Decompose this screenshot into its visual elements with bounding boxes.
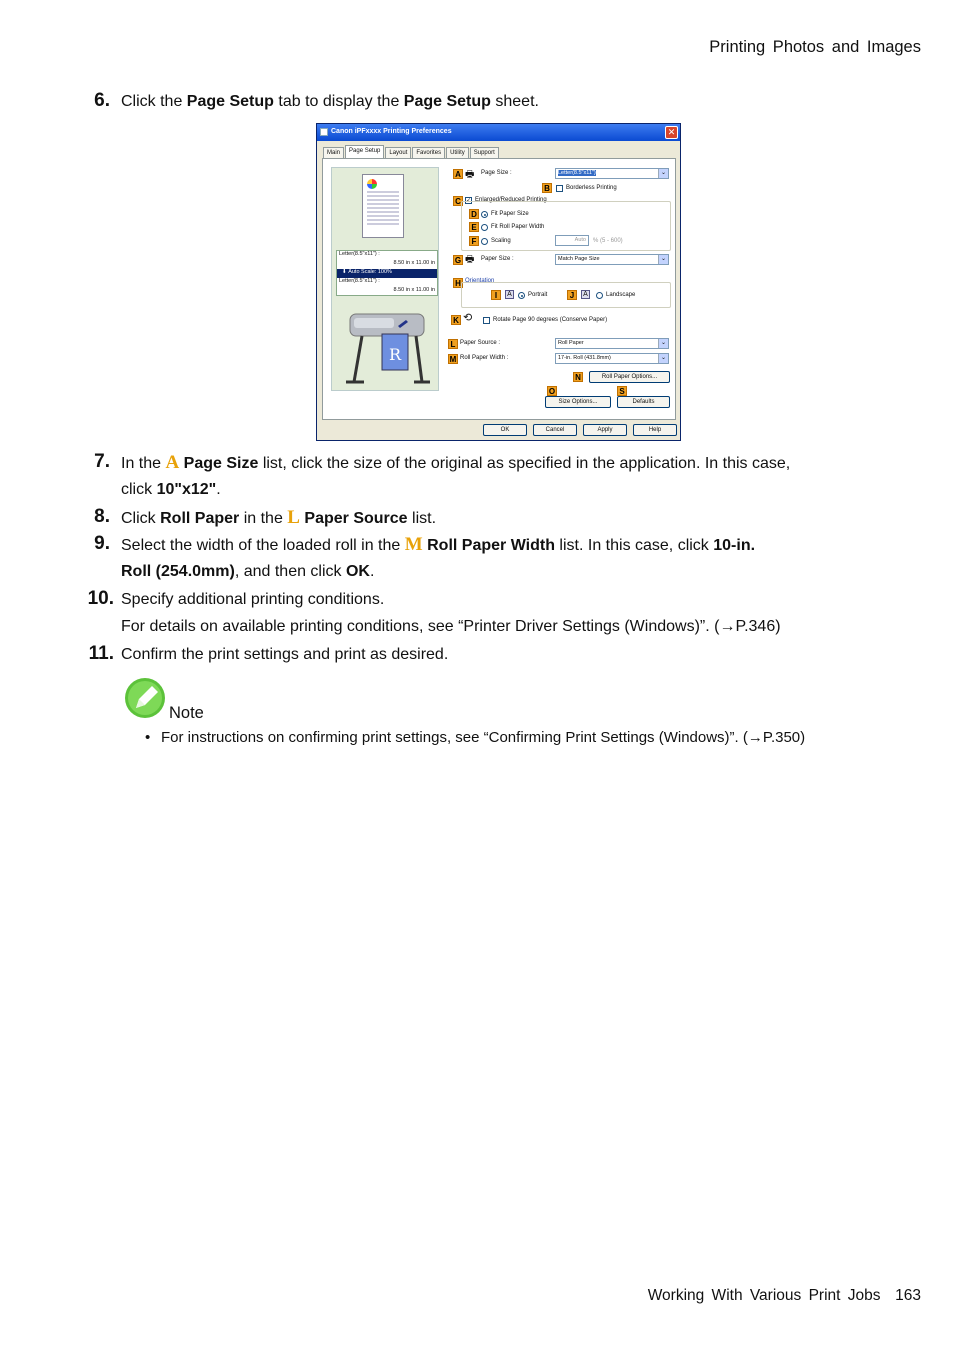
apply-button[interactable]: Apply (583, 424, 627, 436)
callout-b: B (542, 183, 552, 193)
fit-roll-radio[interactable] (481, 224, 488, 231)
roll-paper-options-button[interactable]: Roll Paper Options... (589, 371, 670, 383)
info-line: Letter(8.5"x11") : (339, 251, 380, 257)
portrait-label: Portrait (528, 292, 548, 298)
landscape-radio[interactable] (596, 292, 603, 299)
running-header: Printing Photos and Images (709, 38, 921, 56)
size-options-button[interactable]: Size Options... (545, 396, 611, 408)
paper-size-value: Match Page Size (558, 256, 600, 262)
landscape-icon: A (581, 290, 590, 299)
paper-size-combo[interactable] (555, 254, 669, 265)
portrait-radio[interactable] (518, 292, 525, 299)
note-text: For instructions on confirming print settings, see “Confirming Print Settings (Windows)”. (→P.350) (161, 729, 806, 746)
tab-utility[interactable]: Utility (446, 147, 469, 159)
callout-e: E (469, 222, 479, 232)
step-text: Click the (121, 93, 187, 110)
step-text: Click (121, 510, 161, 527)
fit-paper-label: Fit Paper Size (491, 211, 529, 217)
running-footer (648, 1287, 921, 1305)
info-line: 8.50 in x 11.00 in (393, 260, 435, 266)
help-button[interactable]: Help (633, 424, 677, 436)
bold-term: 10"x12" (156, 481, 217, 498)
tab-page-setup[interactable]: Page Setup (345, 145, 384, 159)
landscape-label: Landscape (606, 292, 636, 298)
dialog-title: Canon iPFxxxx Printing Preferences (331, 128, 452, 135)
callout-g: G (454, 256, 462, 265)
callout-letter: L (287, 507, 300, 528)
step-number: 10. (87, 588, 114, 609)
bold-term: Page Setup (186, 93, 274, 110)
paper-source-combo[interactable] (555, 338, 669, 349)
info-line: 8.50 in x 11.00 in (393, 287, 435, 293)
callout-l: L (448, 339, 458, 349)
enlarged-checkbox[interactable]: ✓ (466, 198, 472, 204)
step-text: . (216, 481, 221, 498)
callout-d: D (469, 209, 479, 219)
chevron-down-icon[interactable]: ⌄ (658, 169, 668, 178)
page-size-combo[interactable] (555, 168, 669, 179)
tab-main[interactable]: Main (323, 147, 344, 159)
step-number: 6. (94, 90, 110, 111)
chevron-down-icon[interactable]: ⌄ (658, 339, 668, 348)
scaling-range: % (5 - 600) (593, 238, 623, 244)
rotate-label: Rotate Page 90 degrees (Conserve Paper) (493, 317, 608, 323)
close-icon[interactable]: ✕ (665, 126, 678, 139)
scaling-radio[interactable] (481, 238, 488, 245)
callout-n: N (573, 372, 583, 382)
size-info-box (336, 250, 438, 296)
scaling-label: Scaling (491, 238, 511, 244)
step-text: , and then click (234, 563, 346, 580)
svg-text:R: R (389, 345, 402, 364)
bold-term: Roll Paper Width (427, 537, 555, 554)
callout-a: A (453, 169, 463, 179)
step-text: list. In this case, click (554, 537, 714, 554)
callout-o: O (548, 387, 556, 396)
step-text: sheet. (490, 93, 539, 110)
step-text: Specify additional printing conditions. (121, 591, 385, 608)
paper-size-icon: 🖶 (465, 254, 475, 265)
info-line: Letter(8.5"x11") : (339, 278, 380, 284)
chevron-down-icon[interactable]: ⌄ (658, 354, 668, 363)
auto-scale-text: Auto Scale: 100% (348, 269, 392, 275)
callout-m: M (449, 355, 457, 364)
footer-section: Working With Various Print Jobs (647, 1287, 881, 1304)
callout-s: S (617, 386, 627, 396)
page-size-label: Page Size : (481, 170, 512, 176)
step-number: 8. (94, 506, 110, 527)
page-preview (362, 174, 404, 238)
fit-paper-radio[interactable] (481, 211, 488, 218)
step-number: 9. (94, 533, 110, 554)
info-line-selected: ⬇ Auto Scale: 100% (337, 269, 437, 278)
step-text: click (121, 481, 157, 498)
bold-term: Roll Paper (160, 510, 240, 527)
paper-size-label: Paper Size : (481, 256, 514, 262)
step-text: Select the width of the loaded roll in the (121, 537, 405, 554)
rotate-icon: ⟲ (463, 312, 473, 324)
bold-term: Paper Source (304, 510, 408, 527)
bold-term: Roll (254.0mm) (121, 563, 235, 580)
step-text: tab to display the (273, 93, 404, 110)
printer-illustration-icon (342, 306, 432, 386)
dialog-titlebar (317, 124, 680, 141)
step-text: . (369, 563, 375, 580)
printing-preferences-dialog (316, 123, 681, 441)
step-number: 7. (94, 451, 110, 472)
borderless-label: Borderless Printing (566, 185, 617, 191)
step-text: For details on available printing conditions, see “Printer Driver Settings (Windows)”. (→P.346) (121, 618, 781, 635)
bullet-dot: • (145, 729, 151, 746)
bold-term: Page Size (183, 455, 259, 472)
step-number: 11. (88, 643, 114, 664)
enlarged-label: Enlarged/Reduced Printing (475, 197, 547, 203)
bold-term: OK (345, 563, 370, 580)
fit-roll-label: Fit Roll Paper Width (491, 224, 545, 230)
page-size-icon: 🖶 (465, 169, 475, 180)
step-text: in the (239, 510, 288, 527)
bold-term: 10-in. (713, 537, 756, 554)
step-text: In the (121, 455, 166, 472)
page-number: 163 (895, 1287, 921, 1304)
paper-source-value: Roll Paper (558, 340, 584, 346)
page-setup-panel (322, 158, 676, 420)
callout-letter: M (404, 534, 423, 555)
tab-favorites[interactable]: Favorites (412, 147, 445, 159)
callout-letter: A (165, 452, 180, 473)
callout-k: K (451, 315, 461, 325)
preview-area (331, 167, 439, 391)
scaling-input[interactable]: Auto (555, 235, 589, 246)
paper-source-label: Paper Source : (460, 340, 501, 346)
page-size-value: Letter(8.5"x11") (558, 170, 596, 176)
step-text: Confirm the print settings and print as desired. (121, 646, 449, 663)
chevron-down-icon[interactable]: ⌄ (658, 255, 668, 264)
callout-j: J (567, 290, 577, 300)
step-text: list, click the size of the original as specified in the application. In this case, (258, 455, 791, 472)
roll-width-label: Roll Paper Width : (460, 355, 509, 361)
roll-width-value: 17-in. Roll (431.8mm) (558, 355, 611, 361)
tab-support[interactable]: Support (470, 147, 499, 159)
color-wheel-icon (367, 179, 377, 189)
callout-f: F (469, 236, 479, 246)
callout-c: C (453, 196, 463, 206)
defaults-button[interactable]: Defaults (617, 396, 670, 408)
ok-button[interactable]: OK (483, 424, 527, 436)
bold-term: Page Setup (403, 93, 491, 110)
orientation-label: Orientation (465, 278, 495, 284)
portrait-icon: A (505, 290, 514, 299)
roll-width-combo[interactable] (555, 353, 669, 364)
note-label: Note (169, 704, 204, 722)
printer-icon (320, 128, 328, 136)
cancel-button[interactable]: Cancel (533, 424, 577, 436)
callout-i: I (491, 290, 501, 300)
note-pencil-icon (124, 677, 166, 719)
rotate-checkbox[interactable] (483, 317, 490, 324)
callout-h: H (453, 278, 463, 288)
step-text: list. (407, 510, 437, 527)
borderless-checkbox[interactable] (556, 185, 563, 192)
tab-layout[interactable]: Layout (385, 147, 411, 159)
